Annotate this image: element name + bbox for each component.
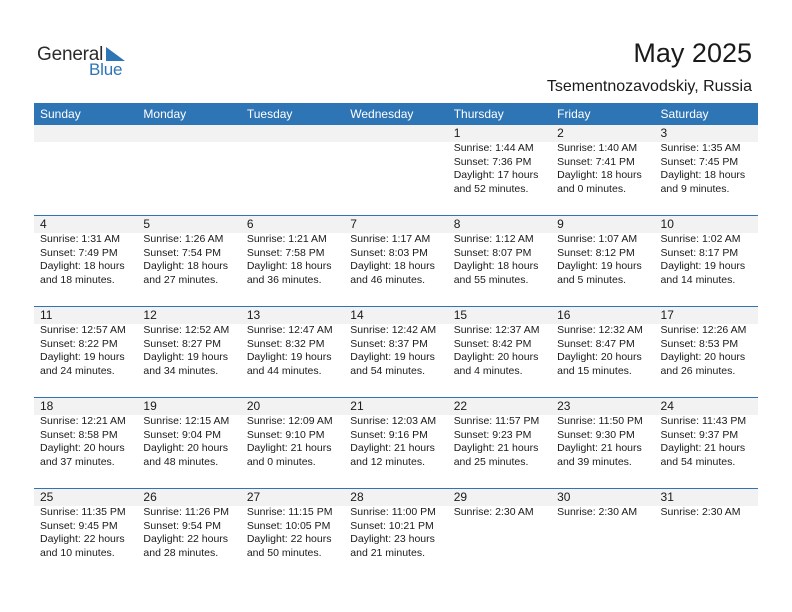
- day-cell: [137, 489, 240, 579]
- calendar-weeks: [34, 125, 758, 579]
- sunrise-text: Sunrise: 2:30 AM: [557, 506, 638, 518]
- day-cell: [448, 489, 551, 579]
- day-number: [344, 125, 447, 142]
- daylight-text: and 28 minutes.: [143, 546, 219, 559]
- day-number: 15: [448, 307, 551, 324]
- sunrise-text: Sunrise: 11:26 PM: [143, 506, 230, 518]
- logo-general-text: General: [37, 44, 104, 65]
- day-cell: [34, 216, 137, 306]
- day-cell: [137, 216, 240, 306]
- daylight-text: Daylight: 19 hours: [350, 351, 435, 363]
- sunrise-text: Sunrise: 2:30 AM: [660, 506, 741, 518]
- day-cell: [241, 489, 344, 579]
- sunset-text: Sunset: 8:42 PM: [453, 337, 532, 350]
- day-cell: [551, 125, 654, 215]
- day-cell: [137, 307, 240, 397]
- sunset-text: Sunset: 8:47 PM: [557, 337, 635, 350]
- daylight-text: Daylight: 20 hours: [660, 351, 746, 363]
- sunrise-text: Sunrise: 1:02 AM: [660, 233, 741, 245]
- sunrise-text: Sunrise: 11:50 PM: [557, 415, 643, 427]
- day-cell: [34, 489, 137, 579]
- day-cell: [241, 216, 344, 306]
- day-cell: [448, 216, 551, 306]
- day-cell: [655, 398, 758, 488]
- sunset-text: Sunset: 9:45 PM: [40, 519, 118, 532]
- sunset-text: Sunset: 8:53 PM: [660, 337, 739, 350]
- daylight-text: and 37 minutes.: [40, 455, 115, 468]
- sunrise-text: Sunrise: 12:09 AM: [246, 415, 333, 427]
- sunrise-text: Sunrise: 1:31 AM: [40, 233, 120, 245]
- empty-day-cell: [344, 125, 447, 215]
- sunrise-text: Sunrise: 12:57 AM: [40, 324, 126, 336]
- daylight-text: and 46 minutes.: [350, 273, 425, 286]
- day-cell: [344, 307, 447, 397]
- sunrise-text: Sunrise: 2:30 AM: [453, 506, 534, 518]
- daylight-text: and 55 minutes.: [453, 273, 529, 286]
- sunset-text: Sunset: 8:27 PM: [143, 337, 222, 350]
- day-cell: [344, 398, 447, 488]
- sunrise-text: Sunrise: 11:15 PM: [246, 506, 333, 518]
- sunrise-text: Sunrise: 12:32 AM: [557, 324, 643, 336]
- empty-day-cell: [137, 125, 240, 215]
- daylight-text: and 18 minutes.: [40, 273, 115, 286]
- daylight-text: Daylight: 18 hours: [246, 260, 332, 272]
- daylight-text: Daylight: 19 hours: [557, 260, 642, 272]
- day-cell: [137, 398, 240, 488]
- sunrise-text: Sunrise: 12:21 AM: [40, 415, 126, 427]
- daylight-text: Daylight: 22 hours: [40, 533, 125, 545]
- day-cell: [551, 489, 654, 579]
- daylight-text: and 48 minutes.: [143, 455, 219, 468]
- sunrise-text: Sunrise: 11:35 PM: [40, 506, 126, 518]
- logo-triangle-icon: [106, 47, 125, 61]
- daylight-text: and 9 minutes.: [660, 182, 730, 195]
- daylight-text: and 25 minutes.: [453, 455, 529, 468]
- day-number: 2: [551, 125, 654, 142]
- daylight-text: Daylight: 19 hours: [40, 351, 125, 363]
- day-number: 16: [551, 307, 654, 324]
- day-number: 13: [241, 307, 344, 324]
- sunrise-text: Sunrise: 1:44 AM: [453, 142, 534, 154]
- daylight-text: and 26 minutes.: [660, 364, 736, 377]
- daylight-text: Daylight: 18 hours: [350, 260, 435, 272]
- daylight-text: Daylight: 21 hours: [350, 442, 435, 454]
- day-number: 5: [137, 216, 240, 233]
- weekday-wednesday: Wednesday: [350, 107, 414, 121]
- sunset-text: Sunset: 8:07 PM: [453, 246, 532, 259]
- daylight-text: Daylight: 19 hours: [143, 351, 229, 363]
- day-cell: [655, 125, 758, 215]
- daylight-text: Daylight: 17 hours: [453, 169, 539, 181]
- sunset-text: Sunset: 8:22 PM: [40, 337, 118, 350]
- daylight-text: Daylight: 20 hours: [557, 351, 642, 363]
- empty-day-cell: [34, 125, 137, 215]
- day-number: 19: [137, 398, 240, 415]
- daylight-text: and 12 minutes.: [350, 455, 425, 468]
- day-cell: [344, 489, 447, 579]
- sunset-text: Sunset: 9:04 PM: [143, 428, 222, 441]
- daylight-text: and 15 minutes.: [557, 364, 632, 377]
- weekday-sunday: Sunday: [40, 107, 81, 121]
- day-number: 22: [448, 398, 551, 415]
- day-number: [241, 125, 344, 142]
- day-number: 10: [655, 216, 758, 233]
- calendar-week: [34, 125, 758, 215]
- day-cell: [344, 216, 447, 306]
- daylight-text: Daylight: 18 hours: [40, 260, 125, 272]
- daylight-text: Daylight: 22 hours: [143, 533, 229, 545]
- daylight-text: Daylight: 20 hours: [40, 442, 125, 454]
- sunrise-text: Sunrise: 12:37 AM: [453, 324, 540, 336]
- daylight-text: Daylight: 21 hours: [557, 442, 642, 454]
- daylight-text: Daylight: 22 hours: [246, 533, 332, 545]
- daylight-text: Daylight: 23 hours: [350, 533, 435, 545]
- sunset-text: Sunset: 8:37 PM: [350, 337, 428, 350]
- sunset-text: Sunset: 9:54 PM: [143, 519, 222, 532]
- sunset-text: Sunset: 7:49 PM: [40, 246, 118, 259]
- day-number: 29: [448, 489, 551, 506]
- day-number: 8: [448, 216, 551, 233]
- weekday-tuesday: Tuesday: [246, 107, 293, 121]
- daylight-text: Daylight: 21 hours: [246, 442, 332, 454]
- daylight-text: Daylight: 19 hours: [660, 260, 746, 272]
- day-number: 27: [241, 489, 344, 506]
- sunset-text: Sunset: 8:12 PM: [557, 246, 635, 259]
- sunrise-text: Sunrise: 11:00 PM: [350, 506, 436, 518]
- day-number: 30: [551, 489, 654, 506]
- daylight-text: and 39 minutes.: [557, 455, 632, 468]
- sunrise-text: Sunrise: 1:26 AM: [143, 233, 224, 245]
- logo-blue-text: Blue: [89, 60, 123, 79]
- sunset-text: Sunset: 8:17 PM: [660, 246, 739, 259]
- daylight-text: Daylight: 18 hours: [453, 260, 539, 272]
- day-cell: [655, 307, 758, 397]
- sunset-text: Sunset: 8:58 PM: [40, 428, 118, 441]
- day-number: 21: [344, 398, 447, 415]
- sunrise-text: Sunrise: 12:15 AM: [143, 415, 230, 427]
- sunrise-text: Sunrise: 12:26 AM: [660, 324, 747, 336]
- weekday-header: [34, 103, 758, 125]
- daylight-text: and 34 minutes.: [143, 364, 219, 377]
- daylight-text: Daylight: 21 hours: [453, 442, 539, 454]
- calendar-week: [34, 215, 758, 306]
- weekday-friday: Friday: [557, 107, 591, 121]
- daylight-text: and 52 minutes.: [453, 182, 529, 195]
- sunrise-text: Sunrise: 1:40 AM: [557, 142, 638, 154]
- daylight-text: and 5 minutes.: [557, 273, 626, 286]
- day-cell: [655, 216, 758, 306]
- logo: [37, 44, 137, 80]
- sunrise-text: Sunrise: 1:17 AM: [350, 233, 431, 245]
- sunset-text: Sunset: 9:16 PM: [350, 428, 428, 441]
- day-number: [34, 125, 137, 142]
- day-number: 7: [344, 216, 447, 233]
- sunset-text: Sunset: 8:32 PM: [246, 337, 325, 350]
- daylight-text: and 10 minutes.: [40, 546, 115, 559]
- sunrise-text: Sunrise: 1:21 AM: [246, 233, 327, 245]
- sunset-text: Sunset: 10:21 PM: [350, 519, 434, 532]
- day-number: 25: [34, 489, 137, 506]
- sunset-text: Sunset: 10:05 PM: [246, 519, 331, 532]
- daylight-text: and 54 minutes.: [350, 364, 425, 377]
- daylight-text: Daylight: 19 hours: [246, 351, 332, 363]
- daylight-text: and 21 minutes.: [350, 546, 425, 559]
- sunset-text: Sunset: 7:41 PM: [557, 155, 635, 168]
- daylight-text: and 50 minutes.: [246, 546, 322, 559]
- daylight-text: Daylight: 18 hours: [660, 169, 746, 181]
- day-number: 14: [344, 307, 447, 324]
- day-number: 18: [34, 398, 137, 415]
- day-cell: [551, 398, 654, 488]
- sunrise-text: Sunrise: 11:57 PM: [453, 415, 540, 427]
- location-subtitle: Tsementnozavodskiy, Russia: [546, 78, 752, 95]
- weekday-thursday: Thursday: [453, 107, 504, 121]
- day-cell: [551, 216, 654, 306]
- day-cell: [448, 398, 551, 488]
- day-number: 20: [241, 398, 344, 415]
- sunset-text: Sunset: 9:10 PM: [246, 428, 325, 441]
- day-number: 9: [551, 216, 654, 233]
- day-number: 3: [655, 125, 758, 142]
- day-number: 24: [655, 398, 758, 415]
- calendar-week: [34, 488, 758, 579]
- empty-day-cell: [241, 125, 344, 215]
- day-cell: [655, 489, 758, 579]
- daylight-text: and 27 minutes.: [143, 273, 219, 286]
- day-number: 31: [655, 489, 758, 506]
- day-cell: [241, 398, 344, 488]
- page-title: May 2025: [633, 38, 752, 68]
- sunrise-text: Sunrise: 12:42 AM: [350, 324, 437, 336]
- day-cell: [448, 125, 551, 215]
- sunset-text: Sunset: 7:58 PM: [246, 246, 325, 259]
- sunrise-text: Sunrise: 11:43 PM: [660, 415, 747, 427]
- sunset-text: Sunset: 7:45 PM: [660, 155, 739, 168]
- day-cell: [551, 307, 654, 397]
- day-number: 6: [241, 216, 344, 233]
- day-number: 17: [655, 307, 758, 324]
- sunset-text: Sunset: 9:23 PM: [453, 428, 532, 441]
- daylight-text: Daylight: 21 hours: [660, 442, 746, 454]
- day-cell: [34, 307, 137, 397]
- daylight-text: and 14 minutes.: [660, 273, 736, 286]
- day-number: 1: [448, 125, 551, 142]
- daylight-text: Daylight: 18 hours: [143, 260, 229, 272]
- day-number: 12: [137, 307, 240, 324]
- day-number: 26: [137, 489, 240, 506]
- weekday-saturday: Saturday: [660, 107, 709, 121]
- day-cell: [448, 307, 551, 397]
- sunrise-text: Sunrise: 1:35 AM: [660, 142, 741, 154]
- calendar-week: [34, 306, 758, 397]
- calendar: [34, 103, 758, 579]
- daylight-text: Daylight: 18 hours: [557, 169, 642, 181]
- daylight-text: and 4 minutes.: [453, 364, 523, 377]
- sunset-text: Sunset: 9:37 PM: [660, 428, 739, 441]
- sunset-text: Sunset: 7:54 PM: [143, 246, 222, 259]
- day-number: 4: [34, 216, 137, 233]
- sunset-text: Sunset: 9:30 PM: [557, 428, 635, 441]
- sunrise-text: Sunrise: 12:47 AM: [246, 324, 333, 336]
- sunrise-text: Sunrise: 1:12 AM: [453, 233, 534, 245]
- sunrise-text: Sunrise: 12:03 AM: [350, 415, 437, 427]
- sunset-text: Sunset: 8:03 PM: [350, 246, 428, 259]
- daylight-text: and 44 minutes.: [246, 364, 322, 377]
- sunset-text: Sunset: 7:36 PM: [453, 155, 532, 168]
- weekday-monday: Monday: [143, 107, 187, 121]
- daylight-text: and 0 minutes.: [557, 182, 626, 195]
- calendar-week: [34, 397, 758, 488]
- daylight-text: Daylight: 20 hours: [143, 442, 229, 454]
- day-cell: [241, 307, 344, 397]
- day-number: 28: [344, 489, 447, 506]
- sunrise-text: Sunrise: 1:07 AM: [557, 233, 638, 245]
- day-number: 11: [34, 307, 137, 324]
- daylight-text: Daylight: 20 hours: [453, 351, 539, 363]
- daylight-text: and 54 minutes.: [660, 455, 736, 468]
- daylight-text: and 36 minutes.: [246, 273, 322, 286]
- day-cell: [34, 398, 137, 488]
- day-number: [137, 125, 240, 142]
- sunrise-text: Sunrise: 12:52 AM: [143, 324, 230, 336]
- daylight-text: and 0 minutes.: [246, 455, 316, 468]
- day-number: 23: [551, 398, 654, 415]
- daylight-text: and 24 minutes.: [40, 364, 115, 377]
